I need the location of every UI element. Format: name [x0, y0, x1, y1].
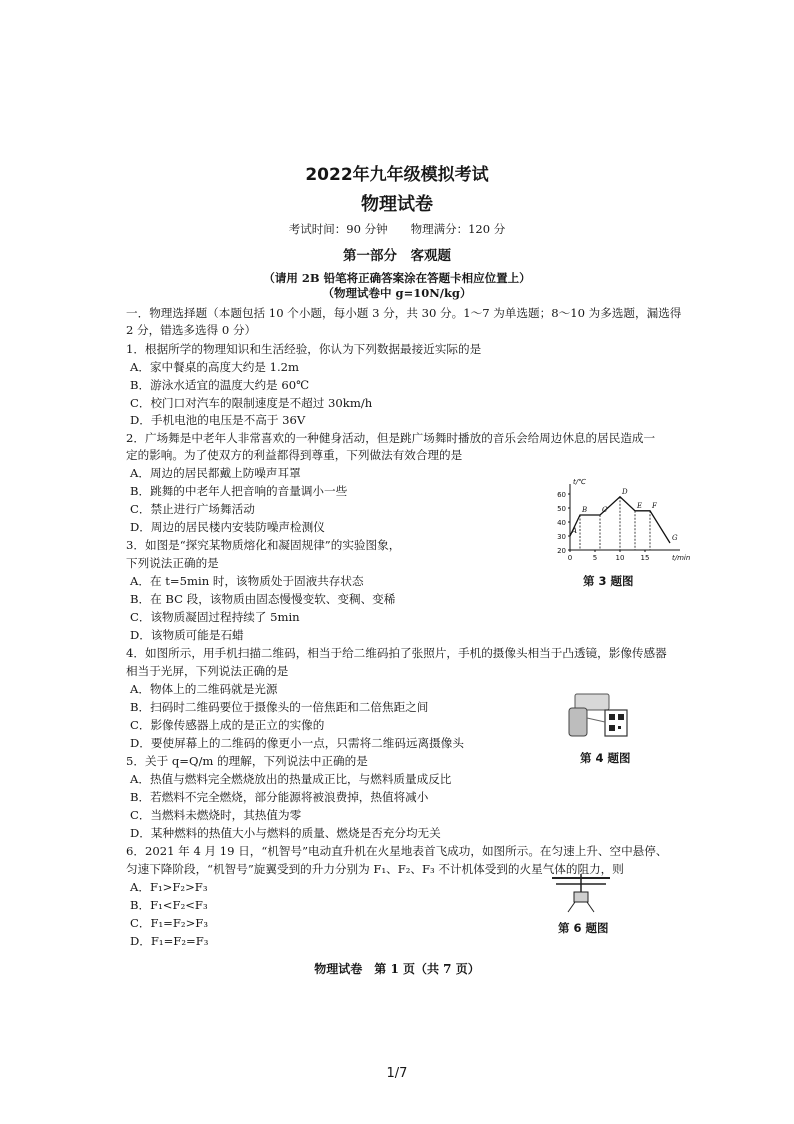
- x-tick-label: 10: [615, 554, 625, 562]
- question-6-stem-line-1: 6．2021 年 4 月 19 日，“机智号”电动直升机在火星地表首飞成功，如图所示。在匀速上升、空中悬停、: [126, 844, 668, 858]
- question-3-option-b: B．在 BC 段，该物质由固态慢慢变软、变稠、变稀: [130, 592, 396, 606]
- y-axis-label: t/℃: [573, 478, 586, 486]
- question-6-option-a: A．F₁>F₂>F₃: [130, 880, 208, 894]
- question-3-stem-line-1: 3．如图是“探究某物质熔化和凝固规律”的实验图象，: [126, 538, 401, 552]
- question-1-stem: 1．根据所学的物理知识和生活经验，你认为下列数据最接近实际的是: [126, 342, 482, 356]
- question-3-option-a: A．在 t=5min 时，该物质处于固液共存状态: [130, 574, 364, 588]
- question-2-stem-line-1: 2．广场舞是中老年人非常喜欢的一种健身活动，但是跳广场舞时播放的音乐会给周边休息的居民造成一: [126, 431, 656, 445]
- page-indicator: 1/7: [386, 1066, 408, 1081]
- figure-3-caption: 第 3 题图: [583, 574, 634, 588]
- instruction-line-2: （物理试卷中 g=10N/kg）: [322, 286, 472, 300]
- y-tick-label: 50: [557, 505, 566, 513]
- point-label-d: D: [622, 487, 628, 496]
- instruction-line-1: （请用 2B 铅笔将正确答案涂在答题卡相应位置上）: [263, 271, 531, 285]
- figure-6-helicopter-image: [548, 870, 618, 915]
- point-label-f: F: [652, 501, 657, 510]
- figure-6-caption: 第 6 题图: [558, 921, 609, 935]
- question-4-option-d: D．要使屏幕上的二维码的像更小一点，只需将二维码远离摄像头: [130, 736, 464, 750]
- exam-title: 2022年九年级模拟考试: [305, 165, 489, 185]
- point-label-g: G: [672, 534, 678, 542]
- point-label-e: E: [637, 501, 643, 510]
- question-2-option-b: B．跳舞的中老年人把音响的音量调小一些: [130, 484, 348, 498]
- y-tick-label: 60: [557, 491, 566, 499]
- question-3-stem-line-2: 下列说法正确的是: [126, 556, 219, 570]
- question-2-option-c: C．禁止进行广场舞活动: [130, 502, 255, 516]
- question-6-stem-line-2: 匀速下降阶段，“机智号”旋翼受到的升力分别为 F₁、F₂、F₃ 不计机体受到的火星气体的阻力，则: [126, 862, 624, 876]
- question-5-stem: 5．关于 q=Q/m 的理解，下列说法中正确的是: [126, 754, 368, 768]
- x-tick-label: 15: [640, 554, 650, 562]
- question-4-option-b: B．扫码时二维码要位于摄像头的一倍焦距和二倍焦距之间: [130, 700, 429, 714]
- question-6-option-c: C．F₁=F₂>F₃: [130, 916, 208, 930]
- point-label-c: C: [602, 506, 608, 514]
- y-tick-label: 30: [557, 533, 566, 541]
- question-1-option-a: A．家中餐桌的高度大约是 1.2m: [130, 360, 300, 374]
- page-footer: 物理试卷 第 1 页（共 7 页）: [314, 962, 480, 976]
- question-4-stem-line-2: 相当于光屏，下列说法正确的是: [126, 664, 289, 678]
- exam-subtitle: 物理试卷: [361, 194, 433, 215]
- point-label-a: A: [572, 527, 578, 535]
- question-1-option-d: D．手机电池的电压是不高于 36V: [130, 413, 306, 427]
- question-4-option-a: A．物体上的二维码就是光源: [130, 682, 278, 696]
- question-6-option-d: D．F₁=F₂=F₃: [130, 934, 209, 948]
- question-5-option-c: C．当燃料未燃烧时，其热值为零: [130, 808, 302, 822]
- x-tick-label: 5: [592, 554, 598, 562]
- question-2-option-d: D．周边的居民楼内安装防噪声检测仪: [130, 520, 325, 534]
- y-tick-label: 40: [557, 519, 566, 527]
- question-2-option-a: A．周边的居民都戴上防噪声耳罩: [130, 466, 301, 480]
- question-3-option-c: C．该物质凝固过程持续了 5min: [130, 610, 300, 624]
- question-6-option-b: B．F₁<F₂<F₃: [130, 898, 208, 912]
- figure-4-caption: 第 4 题图: [580, 751, 631, 765]
- question-5-option-a: A．热值与燃料完全燃烧放出的热量成正比，与燃料质量成反比: [130, 772, 452, 786]
- question-2-stem-line-2: 定的影响。为了使双方的利益都得到尊重，下列做法有效合理的是: [126, 448, 463, 462]
- point-label-b: B: [582, 506, 588, 514]
- x-axis-label: t/min: [672, 554, 691, 562]
- section-intro-line-2: 2 分，错选多选得 0 分）: [126, 323, 257, 337]
- question-1-option-b: B．游泳水适宜的温度大约是 60℃: [130, 378, 310, 392]
- question-5-option-b: B．若燃料不完全燃烧，部分能源将被浪费掉，热值将减小: [130, 790, 429, 804]
- question-5-option-d: D．某种燃料的热值大小与燃料的质量、燃烧是否充分均无关: [130, 826, 441, 840]
- question-4-stem-line-1: 4．如图所示，用手机扫描二维码，相当于给二维码拍了张照片，手机的摄像头相当于凸透镜，影像传感器: [126, 646, 667, 660]
- question-3-option-d: D．该物质可能是石蜡: [130, 628, 244, 642]
- question-4-option-c: C．影像传感器上成的是正立的实像的: [130, 718, 325, 732]
- section-intro-line-1: 一．物理选择题（本题包括 10 个小题，每小题 3 分，共 30 分。1～7 为单选题；8～10 为多选题，漏选得: [126, 306, 682, 320]
- question-1-option-c: C．校门口对汽车的限制速度是不超过 30km/h: [130, 396, 373, 410]
- part-heading: 第一部分 客观题: [343, 248, 451, 264]
- exam-meta: 考试时间：90 分钟 物理满分：120 分: [288, 222, 506, 236]
- y-tick-label: 20: [557, 547, 566, 555]
- x-tick-label: 0: [567, 554, 573, 562]
- figure-3-chart: [548, 478, 691, 573]
- figure-4-phone-scan-image: [565, 688, 635, 743]
